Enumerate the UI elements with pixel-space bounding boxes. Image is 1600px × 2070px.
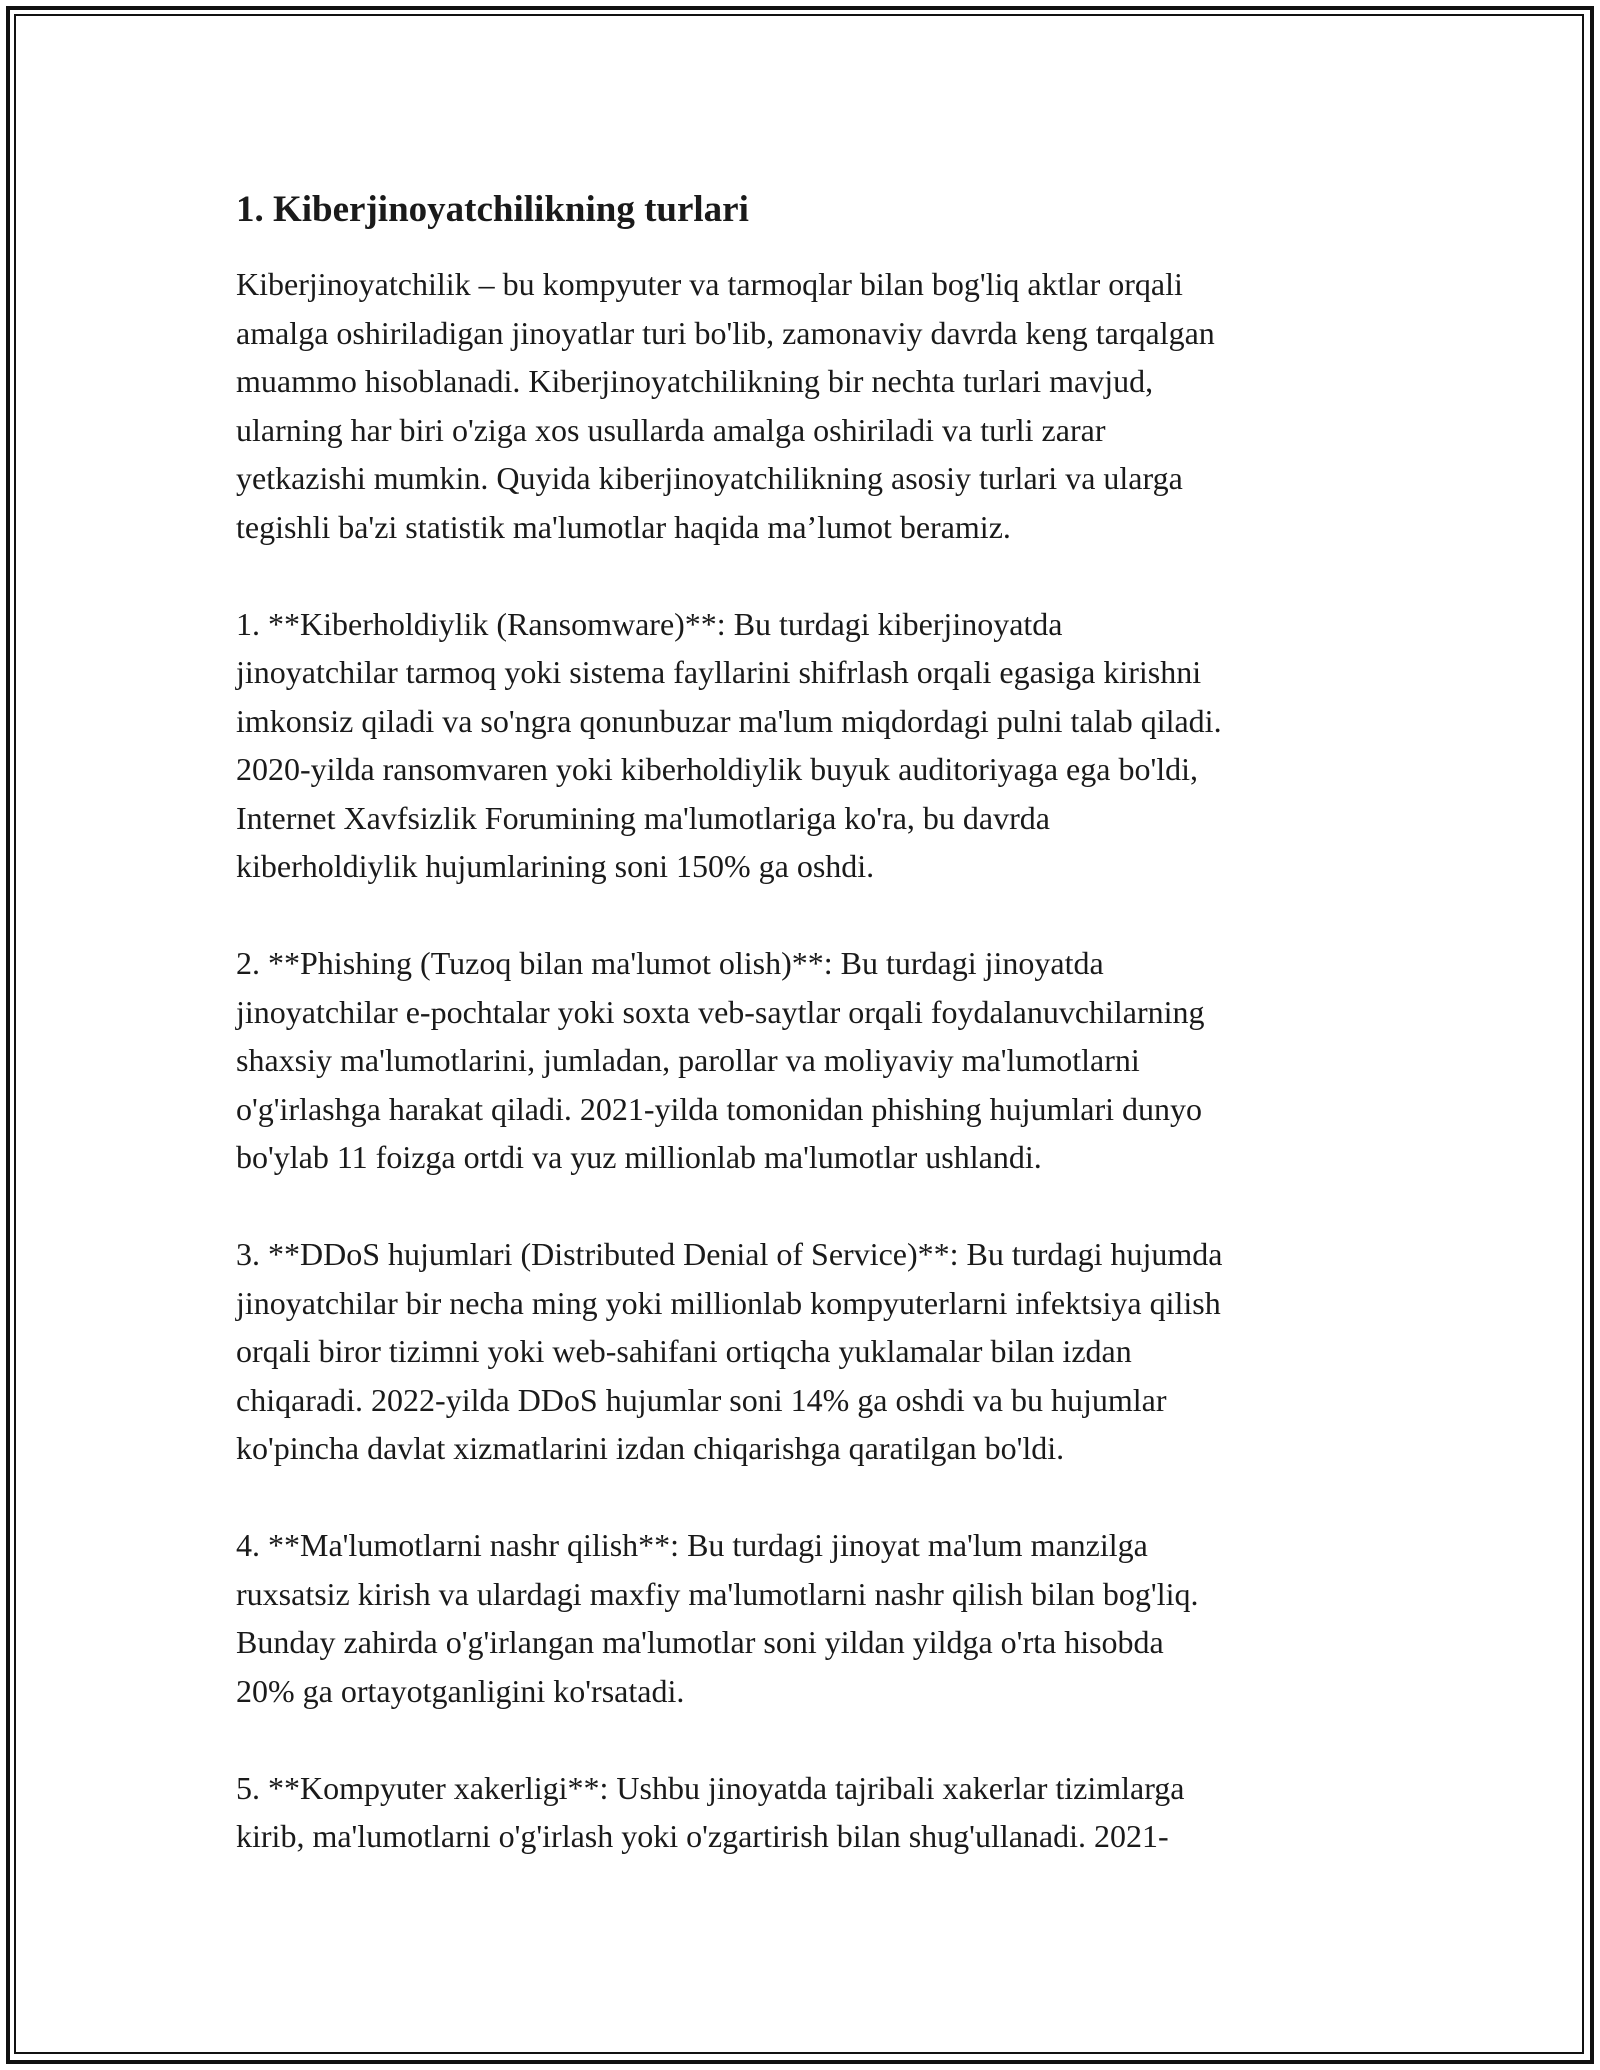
phishing-paragraph: 2. **Phishing (Tuzoq bilan ma'lumot olish)**: Bu turdagi jinoyatda jinoyatchilar e-pochtalar yoki soxta veb-saytlar orqali foydalanuvchilarning shaxsiy ma'lumotlarini, jumladan, parollar va moliyaviy ma'lumotlarni o'g'irlashga harakat qiladi. 2021-yilda tomonidan phishing hujumlari dunyo bo'ylab 11 foizga ortdi va yuz millionlab ma'lumotlar ushlandi. bbox=[236, 945, 1205, 1175]
section-heading: 1. Kiberjinoyatchilikning turlari bbox=[236, 189, 749, 230]
ransomware-paragraph: 1. **Kiberholdiylik (Ransomware)**: Bu turdagi kiberjinoyatda jinoyatchilar tarmoq yoki sistema fayllarini shifrlash orqali egasiga kirishni imkonsiz qiladi va so'ngra qonunbuzar ma'lum miqdordagi pulni talab qiladi. 2020-yilda ransomvaren yoki kiberholdiylik buyuk auditoriyaga ega bo'ldi, Internet Xavfsizlik Forumining ma'lumotlariga ko'ra, bu davrda kiberholdiylik hujumlarining soni 150% ga oshdi. bbox=[236, 605, 1222, 884]
document-body bbox=[236, 188, 1386, 1909]
ddos-paragraph: 3. **DDoS hujumlari (Distributed Denial of Service)**: Bu turdagi hujumda jinoyatchilar bir necha ming yoki millionlab kompyuterlarni infektsiya qilish orqali biror tizimni yoki web-sahifani ortiqcha yuklamalar bilan izdan chiqaradi. 2022-yilda DDoS hujumlar soni 14% ga oshdi va bu hujumlar ko'pincha davlat xizmatlarini izdan chiqarishga qaratilgan bo'ldi. bbox=[236, 1236, 1223, 1466]
intro-paragraph: Kiberjinoyatchilik – bu kompyuter va tarmoqlar bilan bog'liq aktlar orqali amalga oshiriladigan jinoyatlar turi bo'lib, zamonaviy davrda keng tarqalgan muammo hisoblanadi. Kiberjinoyatchilikning bir nechta turlari mavjud, ularning har biri o'ziga xos usullarda amalga oshiriladi va turli zarar yetkazishi mumkin. Quyida kiberjinoyatchilikning asosiy turlari va ularga tegishli ba'zi statistik ma'lumotlar haqida ma’lumot beramiz. bbox=[236, 266, 1215, 545]
hacking-paragraph: 5. **Kompyuter xakerligi**: Ushbu jinoyatda tajribali xakerlar tizimlarga kirib, ma'lumotlarni o'g'irlash yoki o'zgartirish bilan shug'ullanadi. 2021- bbox=[236, 1769, 1185, 1854]
data-leak-paragraph: 4. **Ma'lumotlarni nashr qilish**: Bu turdagi jinoyat ma'lum manzilga ruxsatsiz kirish va ulardagi maxfiy ma'lumotlarni nashr qilish bilan bog'liq. Bunday zahirda o'g'irlangan ma'lumotlar soni yildan yildga o'rta hisobda 20% ga ortayotganligini ko'rsatadi. bbox=[236, 1527, 1199, 1709]
